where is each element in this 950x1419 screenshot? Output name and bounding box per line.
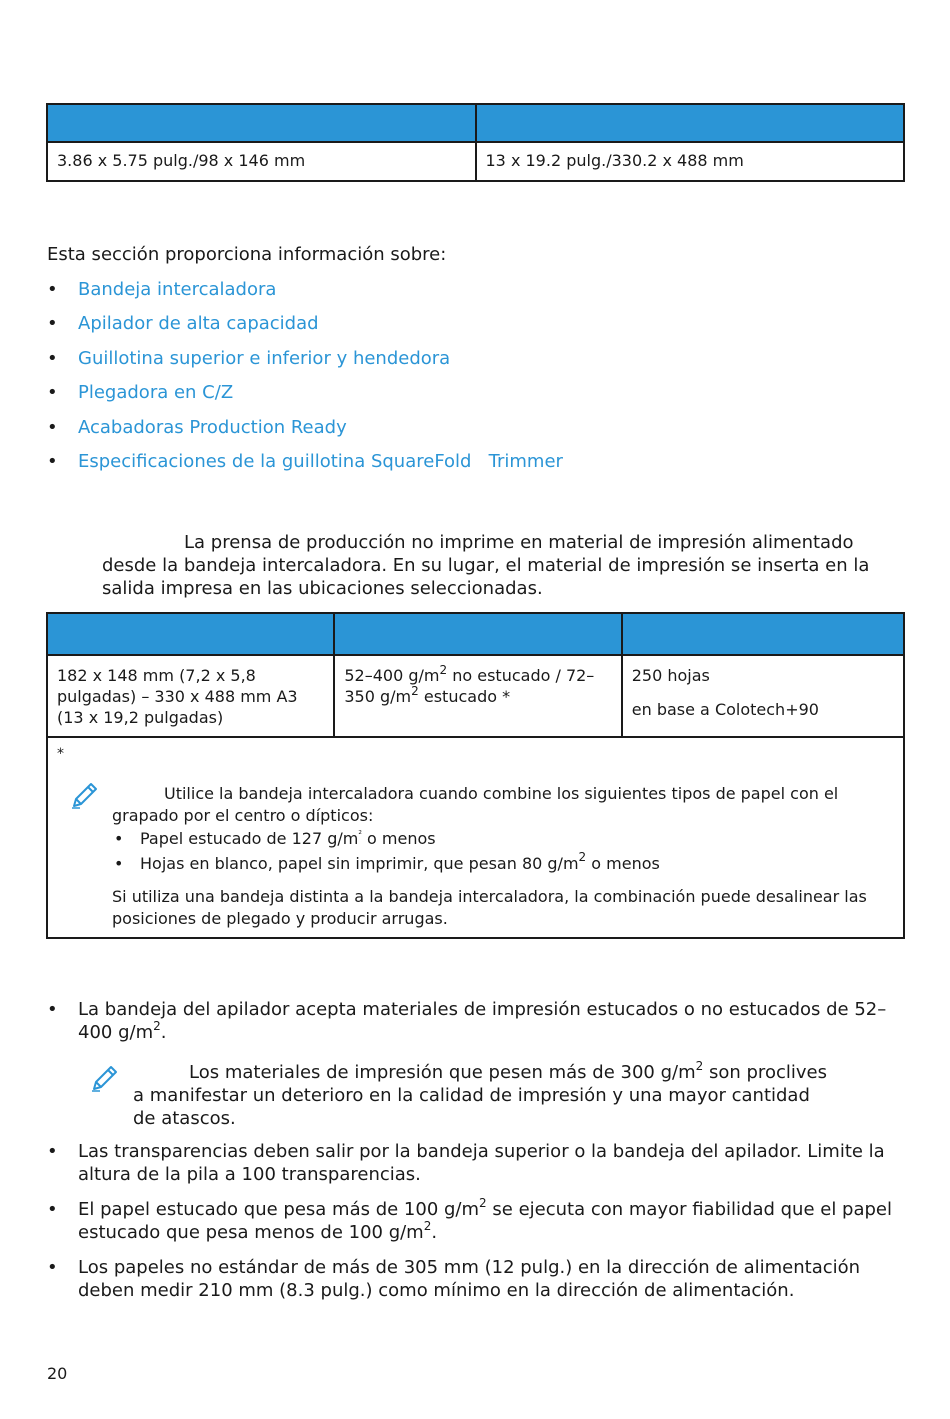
list-item: [47, 1256, 893, 1302]
table-header-row: [47, 613, 904, 655]
superscript: 2: [423, 1219, 432, 1233]
list-item: [47, 416, 563, 440]
note-text: Utilice la bandeja intercaladora cuando combine los siguientes tipos de papel con el grapado por el centro o dípticos:: [112, 784, 839, 825]
bullet-dot: •: [47, 450, 58, 472]
bullet-dot: •: [47, 279, 58, 300]
stacker-bullet-text: El papel estucado que pesa más de 100 g/m: [78, 1199, 480, 1220]
table-cell: 3.86 x 5.75 pulg./98 x 146 mm: [47, 142, 476, 181]
list-item: [47, 450, 563, 474]
superscript: 2: [153, 1019, 161, 1033]
weight-text: 52–400 g/m: [344, 666, 440, 685]
table-header-cell: [622, 613, 904, 655]
weight-text: no estucado / 72–350 g/m: [344, 666, 595, 706]
list-item: [47, 998, 898, 1044]
capacity-basis: en base a Colotech+90: [631, 700, 819, 719]
interposer-note-text: La prensa de producción no imprime en material de impresión alimentado desde la bandeja intercaladora. En su lugar, el material de impresión se inserta en la salida impresa en las ubicaciones seleccionadas.: [102, 532, 870, 599]
list-item: [47, 347, 563, 371]
stacker-bullet-text: La bandeja del apilador acepta materiales de impresión estucados o no estucados de 52–400 g/m: [78, 999, 887, 1043]
link-squarefold-trimmer[interactable]: Especificaciones de la guillotina SquareFold Trimmer: [78, 450, 563, 472]
stacker-bullet-text: .: [160, 1022, 167, 1043]
stacker-list: [47, 998, 898, 1044]
superscript: 2: [439, 662, 448, 677]
section-link-list: [47, 278, 563, 474]
stacker-list-continued: [47, 1140, 893, 1302]
link-cz-folder[interactable]: Plegadora en C/Z: [78, 382, 234, 404]
list-item: [47, 1140, 893, 1186]
note-text: son proclives a manifestar un deterioro en la calidad de impresión y una mayor cantidad de atascos.: [133, 1062, 827, 1129]
interposer-spec-table: [46, 612, 905, 939]
link-high-capacity-stacker[interactable]: Apilador de alta capacidad: [78, 313, 319, 335]
interposer-note: [102, 531, 902, 600]
bullet-dot: •: [114, 829, 124, 848]
bullet-dot: •: [47, 1141, 58, 1162]
table-note-cell: [47, 737, 904, 938]
superscript: 2: [578, 850, 587, 865]
superscript: 2: [695, 1059, 704, 1073]
link-trimmer-creaser[interactable]: Guillotina superior e inferior y hendedora: [78, 347, 451, 369]
bullet-dot: •: [47, 416, 58, 438]
weight-text: estucado *: [418, 687, 511, 706]
list-item: [114, 850, 660, 875]
superscript: 2: [479, 1196, 487, 1210]
list-item: [47, 278, 563, 302]
stacker-bullet-text: .: [431, 1222, 438, 1243]
table-cell-capacity: [622, 655, 904, 737]
stacker-bullet-text: Las transparencias deben salir por la bandeja superior o la bandeja del apilador. Limite la altura de la pila a 100 transparencias.: [78, 1141, 885, 1185]
list-item: [47, 312, 563, 336]
link-interposer-tray[interactable]: Bandeja intercaladora: [78, 279, 277, 300]
note-item-text: o menos: [361, 829, 436, 848]
table-cell-size: 182 x 148 mm (7,2 x 5,8 pulgadas) – 330 x 488 mm A3 (13 x 19,2 pulgadas): [47, 655, 334, 737]
table-cell: 13 x 19.2 pulg./330.2 x 488 mm: [476, 142, 905, 181]
bullet-dot: •: [47, 1257, 58, 1278]
table-header-cell: [334, 613, 621, 655]
bullet-dot: •: [47, 382, 58, 404]
stacker-bullet-text: Los papeles no estándar de más de 305 mm (12 pulg.) en la dirección de alimentación deben medir 210 mm (8.3 pulg.) como mínimo en la dirección de alimentación.: [78, 1257, 861, 1301]
note-item-text: Papel estucado de 127 g/m: [140, 829, 359, 848]
table-header-cell: [47, 613, 334, 655]
bullet-dot: •: [47, 347, 58, 369]
stacker-bullet-text: se ejecuta con mayor fiabilidad que el papel estucado que pesa menos de 100 g/m: [78, 1199, 893, 1243]
stacker-weight-note: [133, 1061, 833, 1130]
note-item-text: o menos: [586, 853, 660, 873]
note-tail: Si utiliza una bandeja distinta a la bandeja intercaladora, la combinación puede desalinear las posiciones de plegado y producir arrugas.: [112, 887, 867, 928]
table-header-cell: [47, 104, 476, 142]
table-row: [47, 142, 904, 181]
note-item-text: Hojas en blanco, papel sin imprimir, que pesan 80 g/m: [140, 853, 579, 873]
note-text: Los materiales de impresión que pesen más de 300 g/m: [189, 1062, 696, 1083]
table-cell-weight: [334, 655, 621, 737]
section-intro: Esta sección proporciona información sobre:: [47, 244, 447, 265]
capacity-value: 250 hojas: [631, 666, 710, 685]
pencil-note-icon: [90, 1063, 120, 1093]
table-row: [47, 655, 904, 737]
bullet-dot: •: [47, 313, 58, 335]
footnote-mark: *: [57, 746, 64, 762]
page-number: 20: [47, 1364, 68, 1383]
pencil-note-icon: [70, 780, 100, 810]
bullet-dot: •: [47, 999, 58, 1020]
table-header-row: [47, 104, 904, 142]
bullet-dot: •: [47, 1199, 58, 1220]
list-item: [47, 1196, 893, 1244]
superscript: ²: [358, 829, 362, 840]
bullet-dot: •: [114, 853, 124, 873]
superscript: 2: [411, 683, 419, 698]
note-list: [114, 828, 660, 874]
size-table: [46, 103, 905, 182]
list-item: [47, 381, 563, 405]
table-note-row: [47, 737, 904, 938]
list-item: [114, 828, 660, 850]
link-production-ready-finishers[interactable]: Acabadoras Production Ready: [78, 416, 347, 438]
table-header-cell: [476, 104, 905, 142]
